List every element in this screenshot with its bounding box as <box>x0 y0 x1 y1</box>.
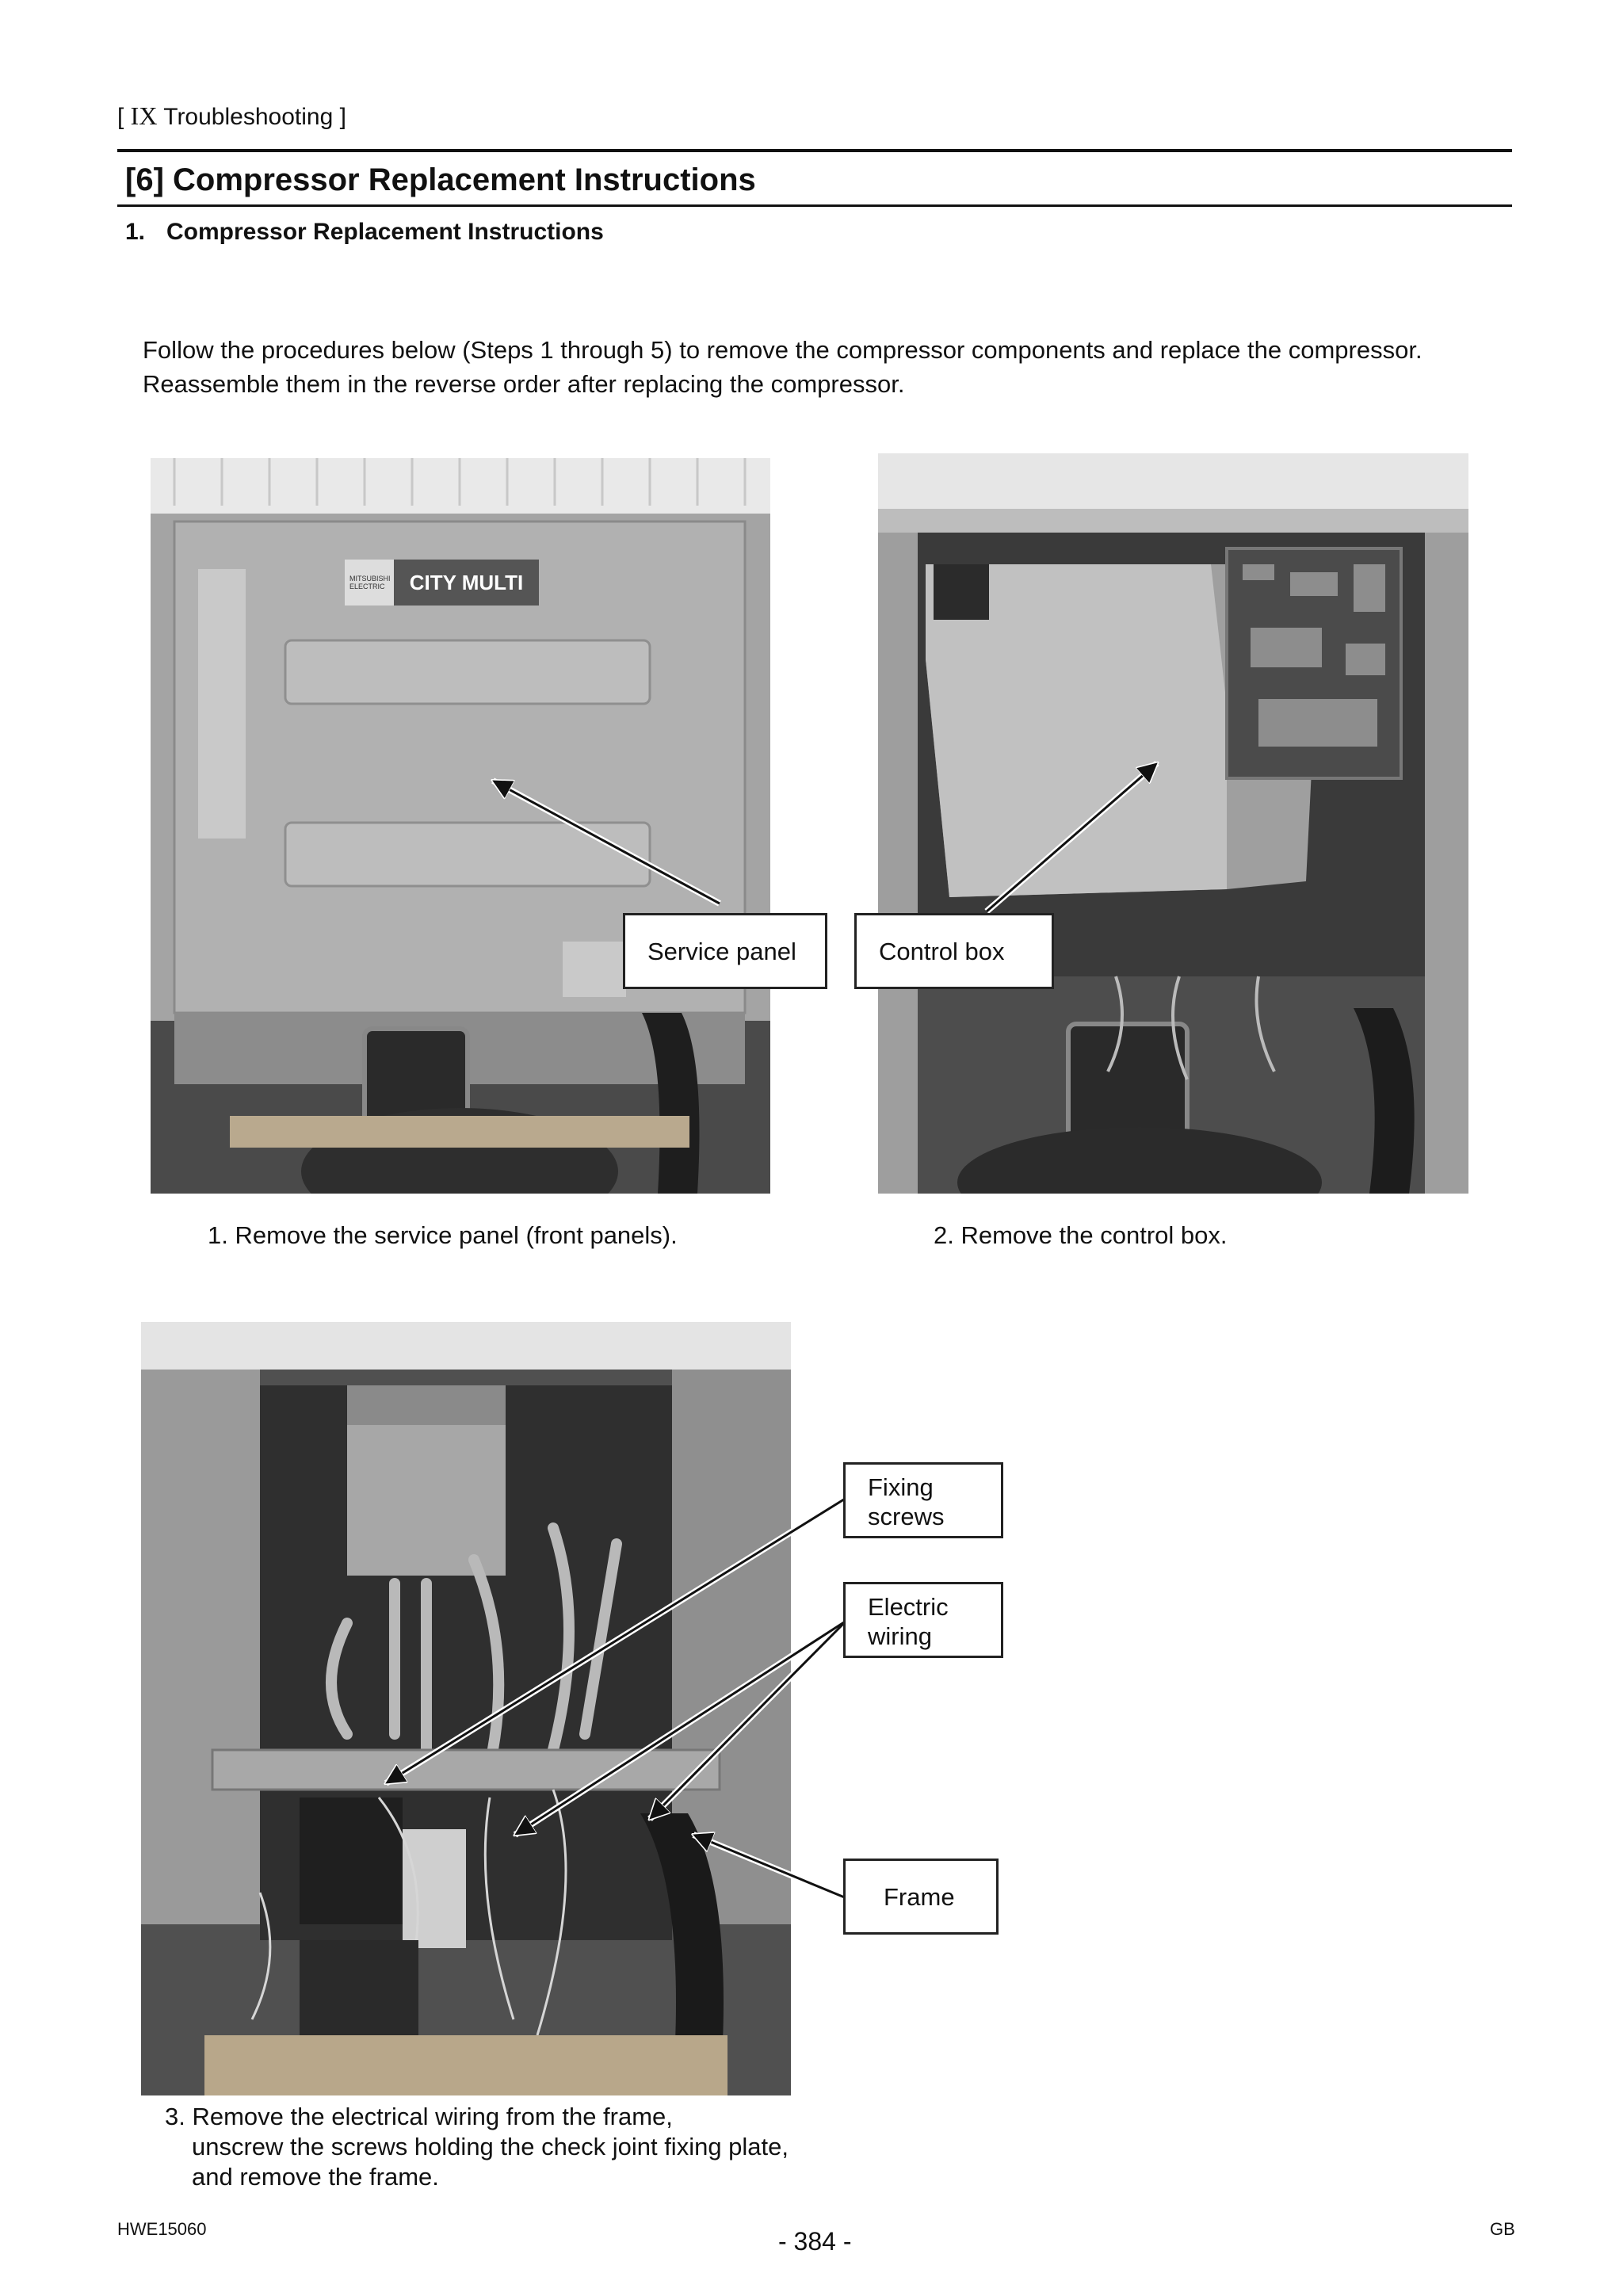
callout-frame-text: Frame <box>884 1882 955 1911</box>
caption-step-3 <box>165 2102 789 2192</box>
breadcrumb-open: [ <box>117 104 131 130</box>
caption-step-3-line-2: unscrew the screws holding the check joint fixing plate, <box>192 2133 789 2160</box>
callout-fixing-line-2: screws <box>868 1503 945 1530</box>
caption-step-3-line-3: and remove the frame. <box>192 2163 439 2191</box>
caption-step-2: 2. Remove the control box. <box>934 1221 1228 1249</box>
callout-service-panel <box>623 913 827 989</box>
callout-fixing-line-1: Fixing <box>868 1473 934 1501</box>
intro-paragraph <box>143 333 1423 401</box>
subsection-heading <box>125 219 604 246</box>
breadcrumb <box>117 101 346 131</box>
brand-logo-small: MITSUBISHI ELECTRIC <box>349 575 391 590</box>
control-box-illustration <box>878 453 1468 1194</box>
callout-electric-line-1: Electric <box>868 1593 949 1621</box>
title-rule <box>117 204 1512 207</box>
breadcrumb-chapter: IX <box>130 101 158 130</box>
brand-logo <box>345 560 539 606</box>
frame-wiring-illustration <box>141 1322 791 2095</box>
photo-frame-wiring <box>141 1322 791 2095</box>
header-rule <box>117 149 1512 152</box>
footer-region: GB <box>1490 2219 1515 2239</box>
callout-service-panel-text: Service panel <box>647 937 796 965</box>
callout-fixing-screws <box>843 1462 1003 1538</box>
intro-line-2: Reassemble them in the reverse order after replacing the compressor. <box>143 370 905 398</box>
footer-page-number: - 384 - <box>778 2227 852 2256</box>
breadcrumb-label: Troubleshooting ] <box>157 104 346 130</box>
subsection-title: Compressor Replacement Instructions <box>166 219 604 245</box>
callout-electric-line-2: wiring <box>868 1622 932 1650</box>
brand-logo-text: CITY MULTI <box>394 560 539 606</box>
callout-control-box <box>854 913 1054 989</box>
section-title: [6] Compressor Replacement Instructions <box>125 162 756 197</box>
photo-service-panel <box>151 458 770 1194</box>
footer-doc-code: HWE15060 <box>117 2219 207 2239</box>
intro-line-1: Follow the procedures below (Steps 1 through 5) to remove the compressor components and replace the compressor. <box>143 336 1423 364</box>
photo-control-box <box>878 453 1468 1194</box>
callout-electric-wiring <box>843 1582 1003 1658</box>
callout-control-box-text: Control box <box>879 937 1005 965</box>
caption-step-1: 1. Remove the service panel (front panels). <box>208 1221 678 1249</box>
caption-step-3-line-1: 3. Remove the electrical wiring from the frame, <box>165 2103 673 2130</box>
subsection-number: 1. <box>125 219 146 245</box>
callout-frame <box>843 1859 999 1935</box>
